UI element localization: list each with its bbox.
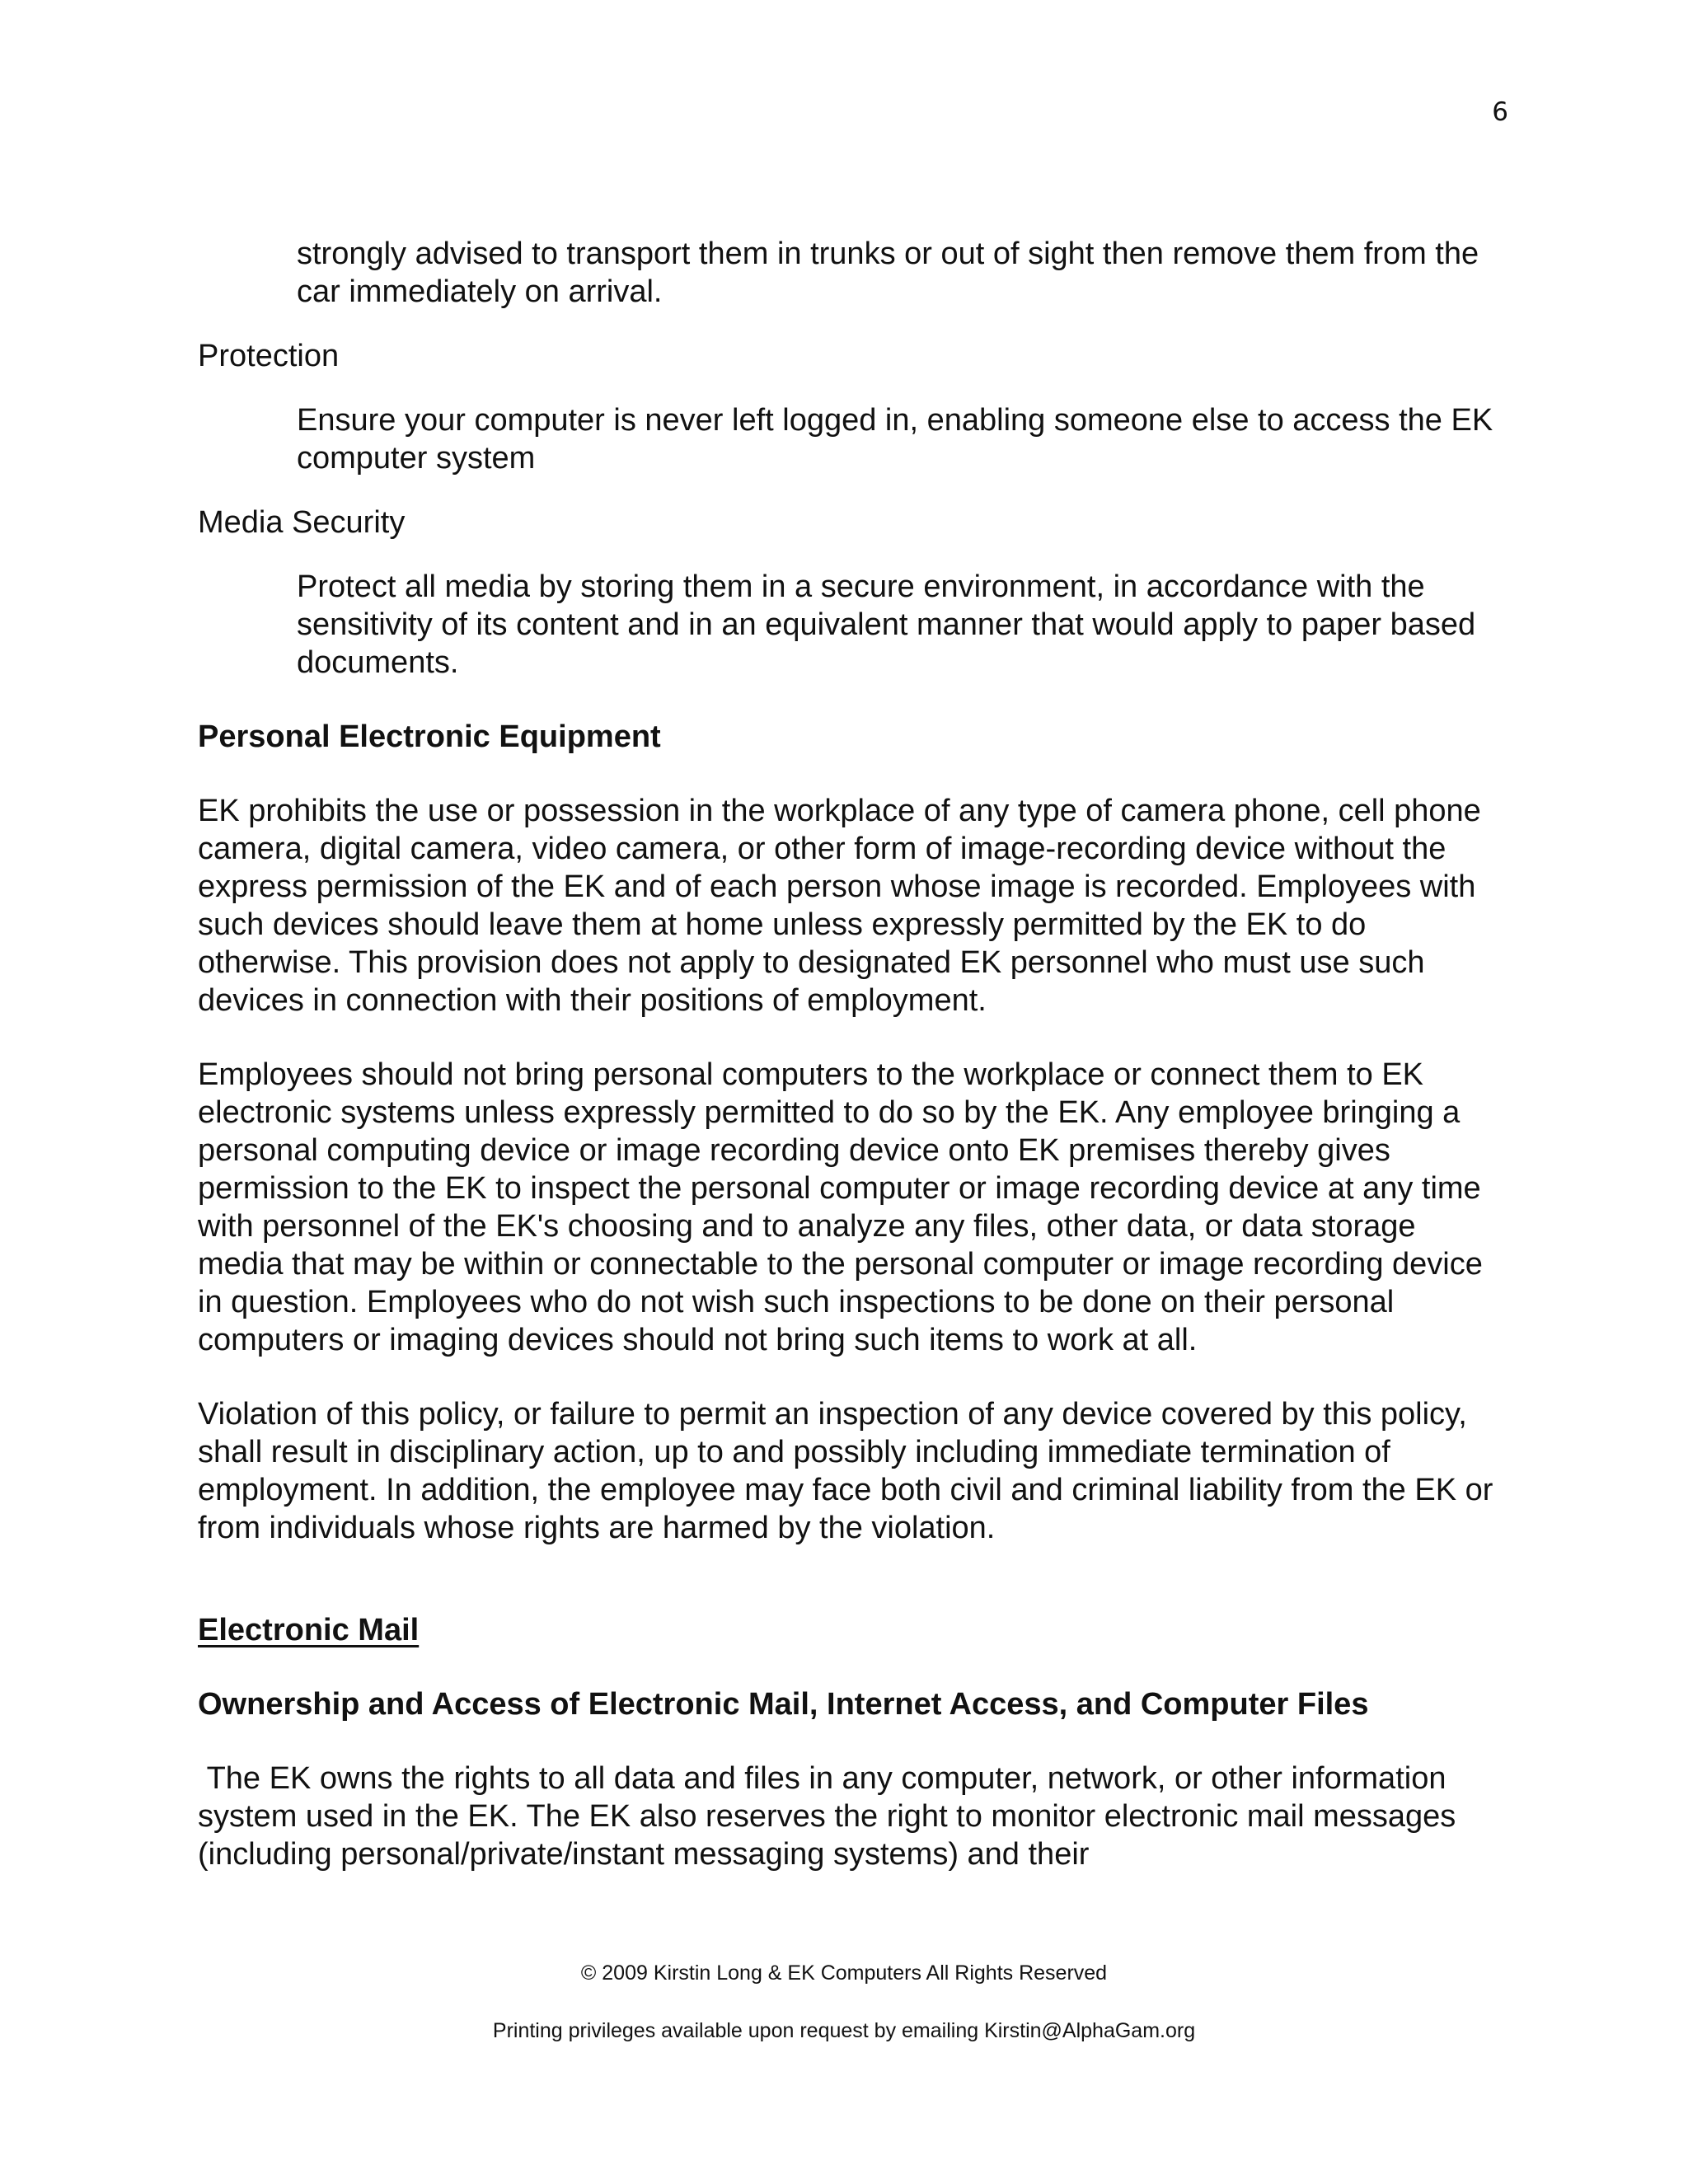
protection-heading: Protection	[198, 339, 340, 373]
media-security-paragraph: Protect all media by storing them in a secure environment, in accordance with the sensitivity of its content and in an equivalent manner that would apply to paper based documents.	[297, 569, 1476, 680]
protection-paragraph: Ensure your computer is never left logged in, enabling someone else to access the EK computer system	[297, 403, 1493, 476]
continuation-paragraph: strongly advised to transport them in trunks or out of sight then remove them from the car immediately on arrival.	[297, 237, 1479, 309]
footer-printing-note: Printing privileges available upon request by emailing Kirstin@AlphaGam.org	[492, 2019, 1196, 2042]
document-body	[198, 235, 1500, 1873]
electronic-mail-heading: Electronic Mail	[198, 1613, 420, 1647]
personal-equipment-paragraph-2: Employees should not bring personal computers to the workplace or connect them to EK electronic systems unless expressly permitted to do so by the EK. Any employee bringing a personal computing device or image recording device onto EK premises thereby gives permission to the EK to inspect the personal computer or image recording device at any time with personnel of the EK's choosing and to analyze any files, other data, or data storage media that may be within or connectable to the personal computer or image recording device in question. Employees who do not wish such inspections to be done on their personal computers or imaging devices should not bring such items to work at all.	[198, 1057, 1483, 1357]
page-number: 6	[1492, 97, 1508, 127]
ownership-subheading: Ownership and Access of Electronic Mail, Internet Access, and Computer Files	[198, 1687, 1369, 1722]
ownership-paragraph: The EK owns the rights to all data and files in any computer, network, or other information system used in the EK. The EK also reserves the right to monitor electronic mail messages (including personal/private/instant messaging systems) and their	[198, 1761, 1465, 1872]
media-security-heading: Media Security	[198, 505, 406, 540]
personal-equipment-paragraph-1: EK prohibits the use or possession in the workplace of any type of camera phone, cell phone camera, digital camera, video camera, or other form of image-recording device without the express permission of the EK and of each person whose image is recorded. Employees with such devices should leave them at home unless expressly permitted by the EK to do otherwise. This provision does not apply to designated EK personnel who must use such devices in connection with their positions of employment.	[198, 794, 1481, 1018]
footer-copyright: © 2009 Kirstin Long & EK Computers All Rights Reserved	[580, 1961, 1108, 1985]
personal-equipment-paragraph-3: Violation of this policy, or failure to permit an inspection of any device covered by this policy, shall result in disciplinary action, up to and possibly including immediate termination of employment. In addition, the employee may face both civil and criminal liability from the EK or from individuals whose rights are harmed by the violation.	[198, 1397, 1493, 1545]
personal-equipment-heading: Personal Electronic Equipment	[198, 719, 661, 754]
